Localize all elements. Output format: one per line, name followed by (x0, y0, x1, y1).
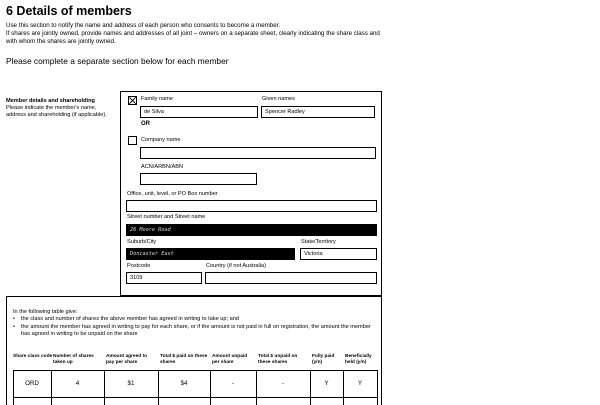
office-label: Office, unit, level, or PO Box number (127, 191, 218, 197)
acn-label: ACN/ARBN/ABN (141, 164, 183, 170)
given-names-label: Given names (262, 96, 295, 102)
intro-line-2: If shares are jointly owned, provide names and addresses of all joint – owners on a separate sheet, clearly indicating the share class and (6, 30, 380, 38)
cell-total-unpaid[interactable]: - (281, 380, 285, 387)
country-label: Country (if not Australia) (206, 263, 267, 269)
table-col-divider (256, 370, 257, 405)
col-header-total-paid: Total $ paid on these shares (160, 354, 208, 365)
cell-beneficially-held[interactable]: Y (357, 380, 363, 387)
instruction-text: Please complete a separate section below for each member (6, 56, 229, 66)
shares-bullet-2: • the amount the member has agreed in writing to pay for each share, or if the amount is not paid in full on registration, the amount the member has agreed in writing to be unpaid on the share (13, 324, 373, 339)
table-col-divider (210, 370, 211, 405)
office-field[interactable] (126, 200, 377, 212)
table-col-divider (104, 370, 105, 405)
cell-total-paid[interactable]: $4 (180, 380, 188, 387)
postcode-field[interactable]: 3109 (126, 272, 202, 284)
col-header-amount-agreed: Amount agreed to pay per share (106, 354, 148, 365)
table-col-divider (310, 370, 311, 405)
intro-line-3: with whom the shares are jointly owned. (6, 38, 116, 46)
table-col-divider (13, 370, 14, 405)
postcode-label: Postcode (127, 263, 151, 269)
shares-bullet-1: • the class and number of shares the above member has agreed in writing to take up; and (13, 316, 373, 323)
table-col-divider (343, 370, 344, 405)
cell-fully-paid[interactable]: Y (324, 380, 329, 387)
table-col-divider (377, 370, 378, 405)
company-name-label: Company name (141, 137, 181, 143)
state-label: State/Territory (301, 239, 336, 245)
col-header-total-unpaid: Total $ unpaid on these shares (258, 354, 298, 365)
cell-amount-unpaid[interactable]: - (231, 380, 235, 387)
cell-number[interactable]: 4 (75, 380, 80, 387)
company-name-field[interactable] (140, 147, 376, 159)
member-details-label (6, 98, 116, 120)
family-name-checkbox[interactable] (128, 96, 137, 105)
state-field[interactable]: Victoria (300, 248, 377, 260)
family-name-label: Family name (141, 96, 174, 102)
shares-intro (13, 309, 373, 338)
col-header-beneficially-held: Beneficially held (y/n) (345, 354, 372, 365)
street-label: Street number and Street name (127, 214, 206, 220)
suburb-field[interactable]: Doncaster East (126, 248, 295, 260)
cell-share-class[interactable]: ORD (25, 380, 39, 387)
shares-intro-heading: In the following table give: (13, 309, 78, 315)
acn-field[interactable] (140, 173, 257, 185)
cell-amount-agreed[interactable]: $1 (127, 380, 135, 387)
col-header-share-class: Share class code (13, 354, 53, 359)
street-field[interactable]: 26 Moore Road (126, 224, 377, 236)
table-bottom-rule (13, 397, 377, 398)
col-header-fully-paid: Fully paid (y/n) (312, 354, 335, 365)
section-title: 6 Details of members (6, 4, 132, 18)
col-header-number: Number of shares taken up (53, 354, 94, 365)
given-names-field[interactable]: Spencer Radley (261, 106, 375, 118)
or-label: OR (141, 121, 150, 127)
intro-line-1: Use this section to notify the name and address of each person who consents to become a member. (6, 22, 281, 29)
col-header-amount-unpaid: Amount unpaid per share (212, 354, 248, 365)
table-top-rule (13, 370, 377, 371)
member-details-title: Member details and shareholding (6, 98, 95, 104)
member-details-desc: Please indicate the member's name, address and shareholding (if applicable). (6, 105, 107, 119)
family-name-field[interactable]: de Silva (140, 106, 258, 118)
country-field[interactable] (205, 272, 377, 284)
table-col-divider (51, 370, 52, 405)
table-col-divider (158, 370, 159, 405)
suburb-label: Suburb/City (127, 239, 157, 245)
company-name-checkbox[interactable] (128, 136, 137, 145)
section-intro (6, 22, 386, 47)
